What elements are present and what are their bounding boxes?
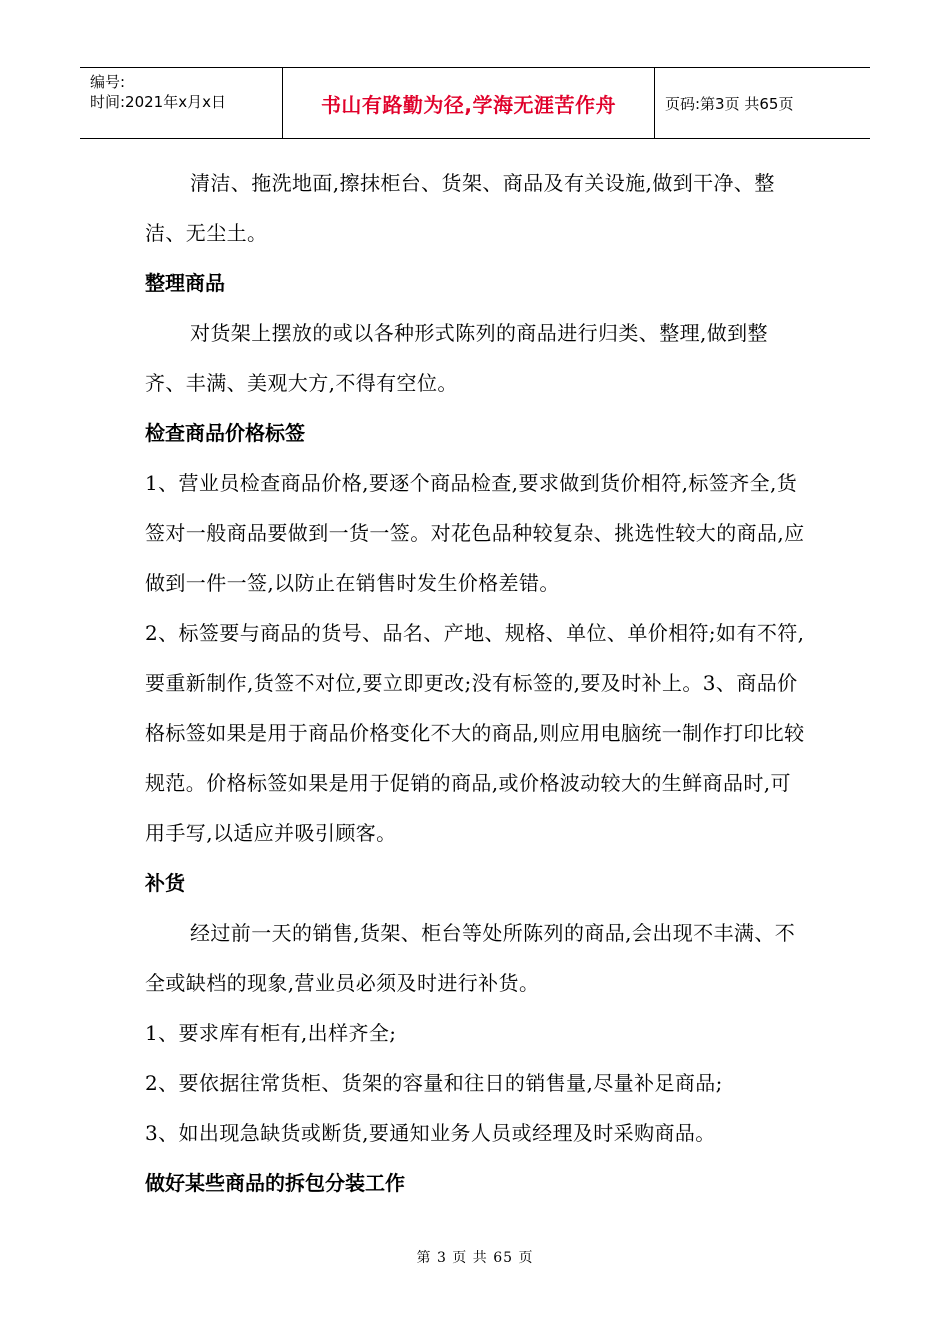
section-heading: 检查商品价格标签	[145, 421, 305, 445]
paragraph: 经过前一天的销售,货架、柜台等处所陈列的商品,会出现不丰满、不全或缺档的现象,营业员必须及时进行补货。	[145, 921, 796, 995]
document-number-label: 编号:	[90, 73, 126, 91]
section-heading: 做好某些商品的拆包分装工作	[145, 1171, 405, 1195]
section-heading: 整理商品	[145, 271, 225, 295]
paragraph: 2、标签要与商品的货号、品名、产地、规格、单位、单价相符;如有不符,要重新制作,货签不对位,要立即更改;没有标签的,要及时补上。3、商品价格标签如果是用于商品价格变化不大的商品,则应用电脑统一制作打印比较规范。价格标签如果是用于促销的商品,或价格波动较大的生鲜商品时,可用手写,以适应并吸引顾客。	[145, 621, 805, 845]
section-heading: 补货	[145, 871, 185, 895]
header-motto: 书山有路勤为径,学海无涯苦作舟	[283, 68, 655, 138]
header-page-info: 页码:第3页 共65页	[665, 94, 794, 113]
document-body	[145, 158, 805, 1208]
list-item: 3、如出现急缺货或断货,要通知业务人员或经理及时采购商品。	[145, 1121, 716, 1145]
page-header	[80, 67, 870, 139]
list-item: 1、要求库有柜有,出样齐全;	[145, 1021, 397, 1045]
paragraph: 对货架上摆放的或以各种形式陈列的商品进行归类、整理,做到整齐、丰满、美观大方,不得有空位。	[145, 321, 768, 395]
list-item: 2、要依据往常货柜、货架的容量和往日的销售量,尽量补足商品;	[145, 1071, 723, 1095]
paragraph: 清洁、拖洗地面,擦抹柜台、货架、商品及有关设施,做到干净、整洁、无尘土。	[145, 171, 775, 245]
document-date: 时间:2021年x月x日	[90, 93, 226, 111]
paragraph: 1、营业员检查商品价格,要逐个商品检查,要求做到货价相符,标签齐全,货签对一般商品要做到一货一签。对花色品种较复杂、挑选性较大的商品,应做到一件一签,以防止在销售时发生价格差错。	[145, 471, 805, 595]
header-meta	[80, 68, 283, 138]
page-footer: 第 3 页 共 65 页	[416, 1250, 534, 1266]
